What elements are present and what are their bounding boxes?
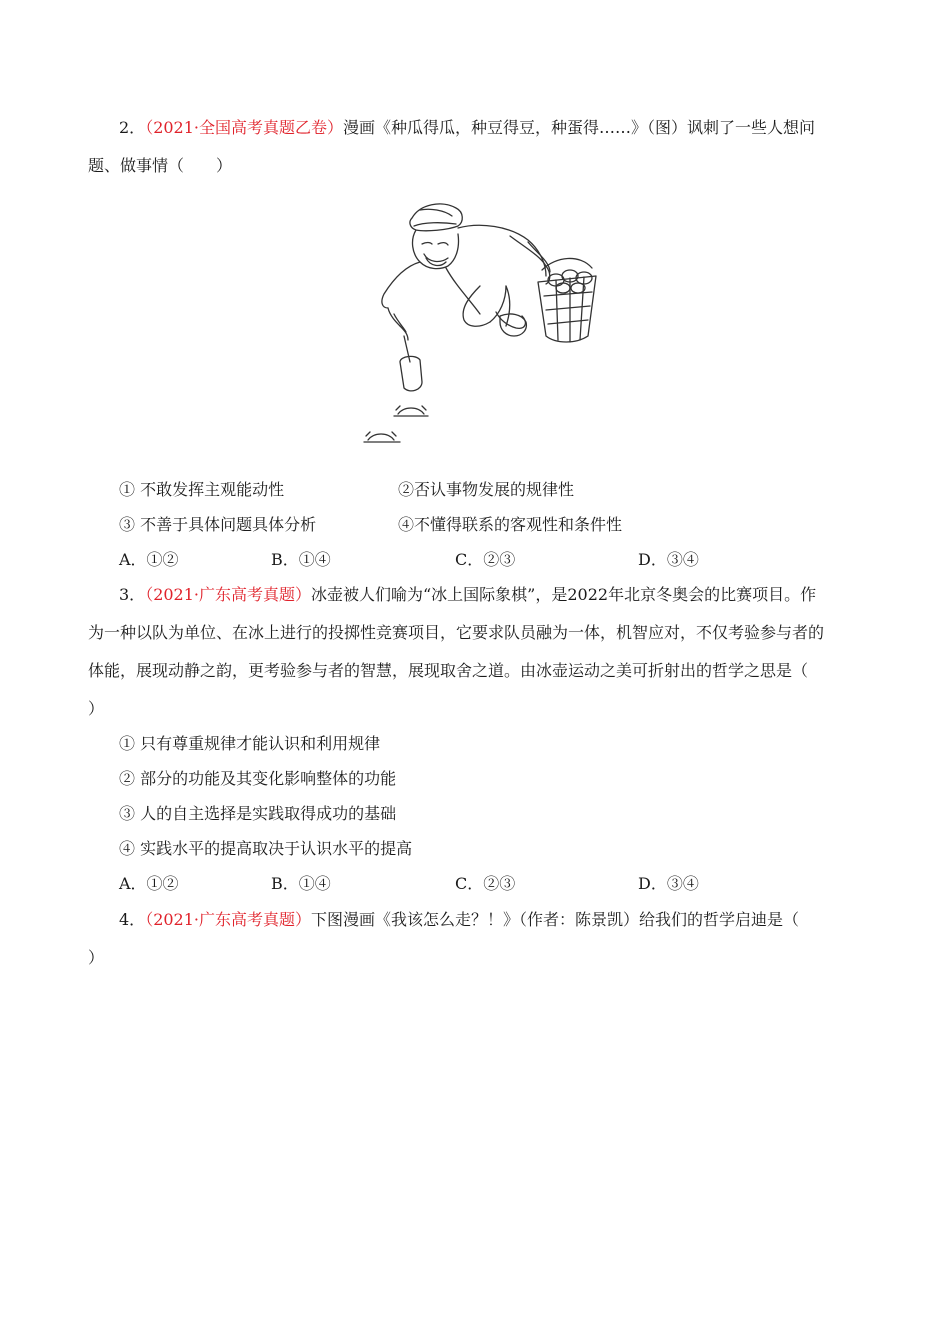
q4-stem-text: 下图漫画《我该怎么走？！》（作者：陈景凯）给我们的哲学启迪是（	[311, 910, 800, 929]
q2-source: （2021·全国高考真题乙卷）	[145, 118, 343, 137]
q3-stem-line1	[119, 585, 899, 605]
farmer-planting-eggs-cartoon	[360, 196, 610, 456]
q3-choice-b: B．①④	[271, 874, 331, 893]
q3-statement-4: ④ 实践水平的提高取决于认识水平的提高	[119, 839, 413, 858]
q3-number: 3．	[119, 585, 146, 604]
q2-choice-d: D．③④	[638, 550, 699, 569]
q2-stem-line2: 题、做事情（ ）	[88, 156, 233, 175]
q2-statement-1: ① 不敢发挥主观能动性	[119, 480, 285, 499]
q2-statement-3: ③ 不善于具体问题具体分析	[119, 515, 317, 534]
q3-stem-line4: ）	[88, 699, 105, 718]
q3-choice-c: C．②③	[455, 874, 516, 893]
q3-choice-a: A．①②	[119, 874, 179, 893]
q2-choice-c: C．②③	[455, 550, 516, 569]
q2-stem-text: 漫画《种瓜得瓜，种豆得豆，种蛋得……》（图）讽刺了一些人想问	[343, 118, 816, 137]
q2-statement-4: ④不懂得联系的客观性和条件性	[398, 515, 623, 534]
q4-stem-line2: ）	[88, 948, 105, 967]
q3-stem-text: 冰壶被人们喻为“冰上国际象棋”，是2022年北京冬奥会的比赛项目。作	[311, 585, 817, 604]
q3-choice-d: D．③④	[638, 874, 699, 893]
q2-stem-line1	[119, 118, 899, 138]
q4-stem-line1	[119, 910, 899, 930]
q2-choice-a: A．①②	[119, 550, 179, 569]
q3-stem-line3: 体能，展现动静之韵，更考验参与者的智慧，展现取舍之道。由冰壶运动之美可折射出的哲学之思是（	[88, 661, 809, 680]
q3-statement-3: ③ 人的自主选择是实践取得成功的基础	[119, 804, 397, 823]
q4-number: 4．	[119, 910, 146, 929]
q3-statement-1: ① 只有尊重规律才能认识和利用规律	[119, 734, 381, 753]
q3-stem-line2: 为一种以队为单位、在冰上进行的投掷性竞赛项目，它要求队员融为一体，机智应对，不仅考验参与者的	[88, 623, 825, 642]
q2-statement-2: ②否认事物发展的规律性	[398, 480, 575, 499]
q3-source: （2021·广东高考真题）	[145, 585, 311, 604]
q4-source: （2021·广东高考真题）	[145, 910, 311, 929]
q2-choice-b: B．①④	[271, 550, 331, 569]
q3-statement-2: ② 部分的功能及其变化影响整体的功能	[119, 769, 397, 788]
q2-number: 2．	[119, 118, 146, 137]
